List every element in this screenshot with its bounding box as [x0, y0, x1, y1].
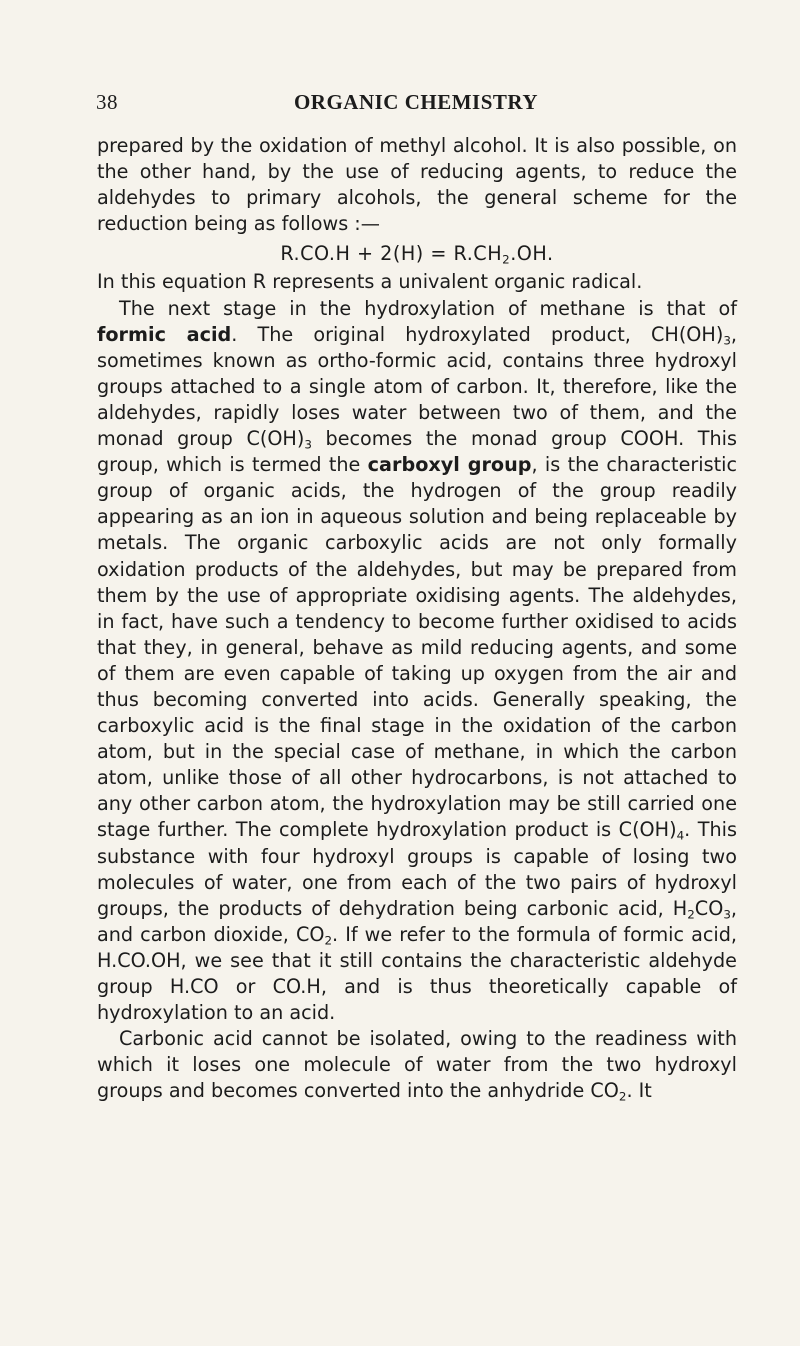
text-run: . This substance with four hydroxyl groups is capable of losing two molecules of water, one from each of the two pairs of hydroxyl groups, the products of dehydration being carbonic acid, H	[97, 818, 737, 920]
text-run: CO	[694, 896, 724, 920]
text-run: , and carbon dioxide, CO	[97, 896, 737, 946]
subscript: 3	[723, 907, 731, 922]
paragraph-1	[97, 133, 737, 237]
subscript: 3	[723, 332, 731, 347]
subscript: 2	[687, 907, 695, 922]
text-run: , is the characteristic group of organic acids, the hydrogen of the group readily appearing as an ion in aqueous solution and being replaceable by metals. The organic carboxylic acids are not only formally oxidation products of the aldehydes, but may be prepared from them by the use of appropriate oxidising agents. The aldehydes, in fact, have such a tendency to become further oxidised to acids that they, in general, behave as mild reducing agents, and some of them are even capable of taking up oxygen from the air and thus becoming converted into acids. Generally speaking, the carboxylic acid is the final stage in the oxidation of the carbon atom, but in the special case of methane, in which the carbon atom, unlike those of all other hydrocarbons, is not attached to any other carbon atom, the hydroxylation may be still carried one stage further. The complete hydroxylation product is C(OH)	[97, 453, 737, 842]
text-run: becomes the monad group COOH. This group, which is termed the	[97, 427, 737, 477]
text-run: prepared by the oxidation of methyl alcohol. It is also possible, on the other hand, by the use of reducing agents, to reduce the aldehydes to primary alcohols, the general scheme for the reduction being as follows :—	[97, 134, 737, 236]
text-run: R.CO.H + 2(H) = R.CH	[280, 242, 503, 266]
text-run: . If we refer to the formula of formic acid, H.CO.OH, we see that it still contains the characteristic aldehyde group H.CO or CO.H, and is thus theoretically capable of hydroxylation to an acid.	[97, 922, 738, 1025]
subscript: 3	[304, 437, 312, 452]
bold-term: formic acid	[97, 322, 232, 346]
text-run: Carbonic acid cannot be isolated, owing to the readiness with which it loses one molecule of water from the two hydroxyl groups and becomes converted into the anhydride CO	[97, 1027, 737, 1103]
running-head: ORGANIC CHEMISTRY	[293, 90, 539, 114]
text-run: . It	[626, 1079, 652, 1103]
text-run: .OH.	[510, 242, 554, 266]
subscript: 2	[502, 252, 511, 267]
paragraph-carbonic-acid	[97, 1026, 737, 1104]
text-run: , sometimes known as ortho-formic acid, contains three hydroxyl groups attached to a single atom of carbon. It, therefore, like the aldehydes, rapidly loses water between two of them, and the monad group C(OH)	[97, 322, 738, 451]
text-run: The next stage in the hydroxylation of methane is that of	[119, 296, 737, 320]
paragraph-formic-acid	[97, 296, 737, 1027]
reduction-equation	[97, 237, 737, 269]
page-number: 38	[96, 90, 118, 114]
subscript: 2	[324, 933, 333, 948]
body-text	[97, 133, 737, 1104]
text-run: . The original hydroxylated product, CH(OH)	[231, 322, 724, 346]
text-run: In this equation R represents a univalent organic radical.	[97, 270, 643, 294]
bold-term: carboxyl group	[367, 453, 532, 477]
subscript: 2	[618, 1089, 627, 1104]
subscript: 4	[676, 828, 685, 843]
paragraph-2	[97, 269, 737, 295]
